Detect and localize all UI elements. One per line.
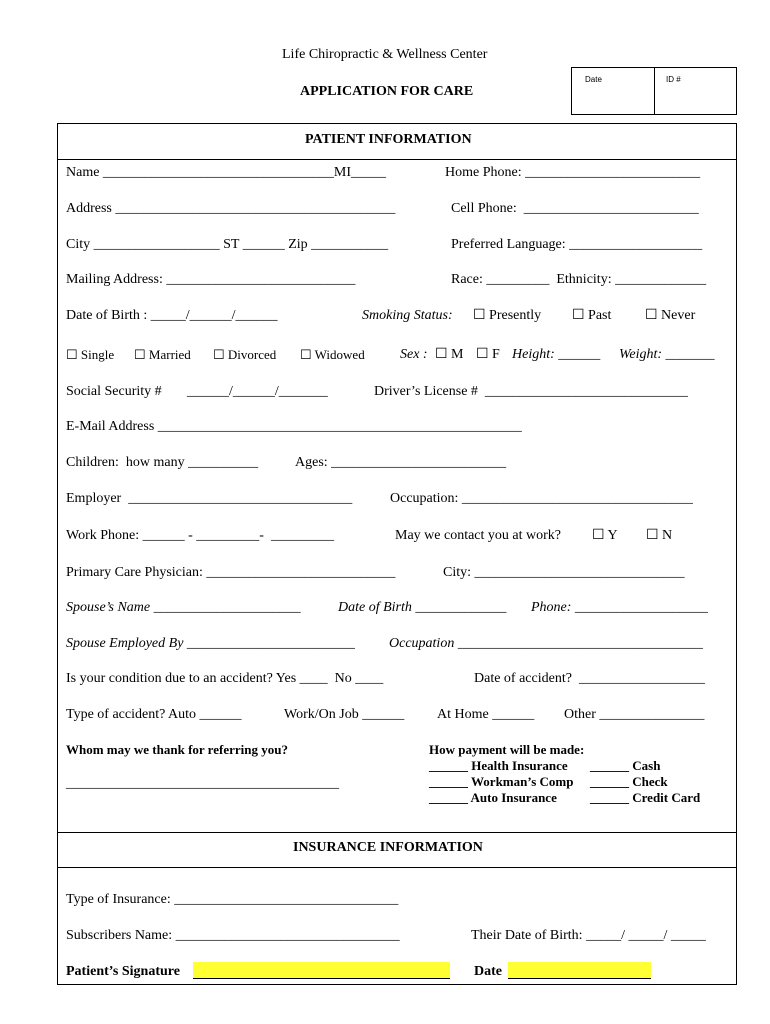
- status-married-checkbox[interactable]: ☐ Married: [134, 347, 191, 362]
- work-phone-field[interactable]: Work Phone: ______ - _________- _________: [66, 528, 334, 543]
- payment-title: How payment will be made:: [429, 742, 585, 757]
- signature-label: Patient’s Signature: [66, 964, 180, 979]
- weight-field[interactable]: Weight: _______: [619, 347, 715, 362]
- signature-date-label: Date: [474, 964, 502, 979]
- city-st-zip-field[interactable]: City __________________ ST ______ Zip ___________: [66, 237, 389, 252]
- date-id-divider: [654, 67, 655, 115]
- contact-no-checkbox[interactable]: ☐ N: [646, 528, 673, 543]
- cell-phone-field[interactable]: Cell Phone: _________________________: [451, 201, 699, 216]
- status-divorced-checkbox[interactable]: ☐ Divorced: [213, 347, 277, 362]
- spouse-dob-field[interactable]: Date of Birth _____________: [338, 600, 507, 615]
- accident-work-field[interactable]: Work/On Job ______: [284, 707, 405, 722]
- pay-cash[interactable]: ______ Cash: [590, 758, 661, 773]
- contact-yes-checkbox[interactable]: ☐ Y: [592, 528, 618, 543]
- name-field[interactable]: Name _________________________________MI_____: [66, 165, 387, 180]
- spouse-occupation-field[interactable]: Occupation ___________________________________: [389, 636, 703, 651]
- clinic-name: Life Chiropractic & Wellness Center: [282, 47, 488, 62]
- patient-section-title: PATIENT INFORMATION: [305, 132, 472, 147]
- smoking-presently-checkbox[interactable]: ☐ Presently: [473, 308, 542, 323]
- id-label: ID #: [666, 75, 681, 84]
- referral-question: Whom may we thank for referring you?: [66, 742, 288, 757]
- pay-credit-card[interactable]: ______ Credit Card: [590, 790, 701, 805]
- dob-field[interactable]: Date of Birth : _____/______/______: [66, 308, 278, 323]
- employer-field[interactable]: Employer ________________________________: [66, 491, 353, 506]
- smoking-never-checkbox[interactable]: ☐ Never: [645, 308, 696, 323]
- status-widowed-checkbox[interactable]: ☐ Widowed: [300, 347, 365, 362]
- drivers-license-field[interactable]: Driver’s License # _____________________________: [374, 384, 688, 399]
- home-phone-field[interactable]: Home Phone: _________________________: [445, 165, 701, 180]
- date-label: Date: [585, 75, 602, 84]
- mailing-address-field[interactable]: Mailing Address: ___________________________: [66, 272, 356, 287]
- accident-date-field[interactable]: Date of accident? __________________: [474, 671, 705, 686]
- contact-at-work-label: May we contact you at work?: [395, 528, 561, 543]
- email-field[interactable]: E-Mail Address ____________________________________________________: [66, 419, 522, 434]
- height-field[interactable]: Height: ______: [512, 347, 601, 362]
- primary-physician-field[interactable]: Primary Care Physician: ___________________________: [66, 565, 396, 580]
- pay-workmans-comp[interactable]: ______ Workman’s Comp: [429, 774, 574, 789]
- accident-other-field[interactable]: Other _______________: [564, 707, 705, 722]
- status-single-checkbox[interactable]: ☐ Single: [66, 347, 115, 362]
- pay-health-insurance[interactable]: ______ Health Insurance: [429, 758, 568, 773]
- race-ethnicity-field[interactable]: Race: _________ Ethnicity: _____________: [451, 272, 707, 287]
- accident-home-field[interactable]: At Home ______: [437, 707, 535, 722]
- ssn-label: Social Security #: [66, 384, 162, 399]
- ages-field[interactable]: Ages: _________________________: [295, 455, 507, 470]
- signature-field[interactable]: [193, 962, 450, 979]
- insurance-section-title: INSURANCE INFORMATION: [293, 840, 483, 855]
- ssn-field[interactable]: ______/______/_______: [187, 384, 328, 399]
- subscriber-name-field[interactable]: Subscribers Name: ________________________________: [66, 928, 400, 943]
- spouse-phone-field[interactable]: Phone: ___________________: [531, 600, 708, 615]
- accident-question[interactable]: Is your condition due to an accident? Yes ____ No ____: [66, 671, 384, 686]
- referral-field[interactable]: _______________________________________: [66, 776, 339, 791]
- spouse-employer-field[interactable]: Spouse Employed By ________________________: [66, 636, 355, 651]
- smoking-label: Smoking Status:: [362, 308, 453, 323]
- subscriber-dob-field[interactable]: Their Date of Birth: _____/ _____/ _____: [471, 928, 706, 943]
- accident-auto-field[interactable]: Type of accident? Auto ______: [66, 707, 242, 722]
- physician-city-field[interactable]: City: ______________________________: [443, 565, 685, 580]
- smoking-past-checkbox[interactable]: ☐ Past: [572, 308, 612, 323]
- spouse-name-field[interactable]: Spouse’s Name _____________________: [66, 600, 301, 615]
- sex-f-checkbox[interactable]: ☐ F: [476, 347, 500, 362]
- signature-date-field[interactable]: [508, 962, 651, 979]
- pay-check[interactable]: ______ Check: [590, 774, 668, 789]
- preferred-language-field[interactable]: Preferred Language: ___________________: [451, 237, 703, 252]
- sex-label: Sex :: [400, 347, 428, 362]
- children-field[interactable]: Children: how many __________: [66, 455, 259, 470]
- pay-auto-insurance[interactable]: ______ Auto Insurance: [429, 790, 557, 805]
- sex-m-checkbox[interactable]: ☐ M: [435, 347, 464, 362]
- address-field[interactable]: Address ________________________________________: [66, 201, 396, 216]
- insurance-type-field[interactable]: Type of Insurance: ________________________________: [66, 892, 399, 907]
- form-title: APPLICATION FOR CARE: [300, 84, 474, 99]
- occupation-field[interactable]: Occupation: _________________________________: [390, 491, 693, 506]
